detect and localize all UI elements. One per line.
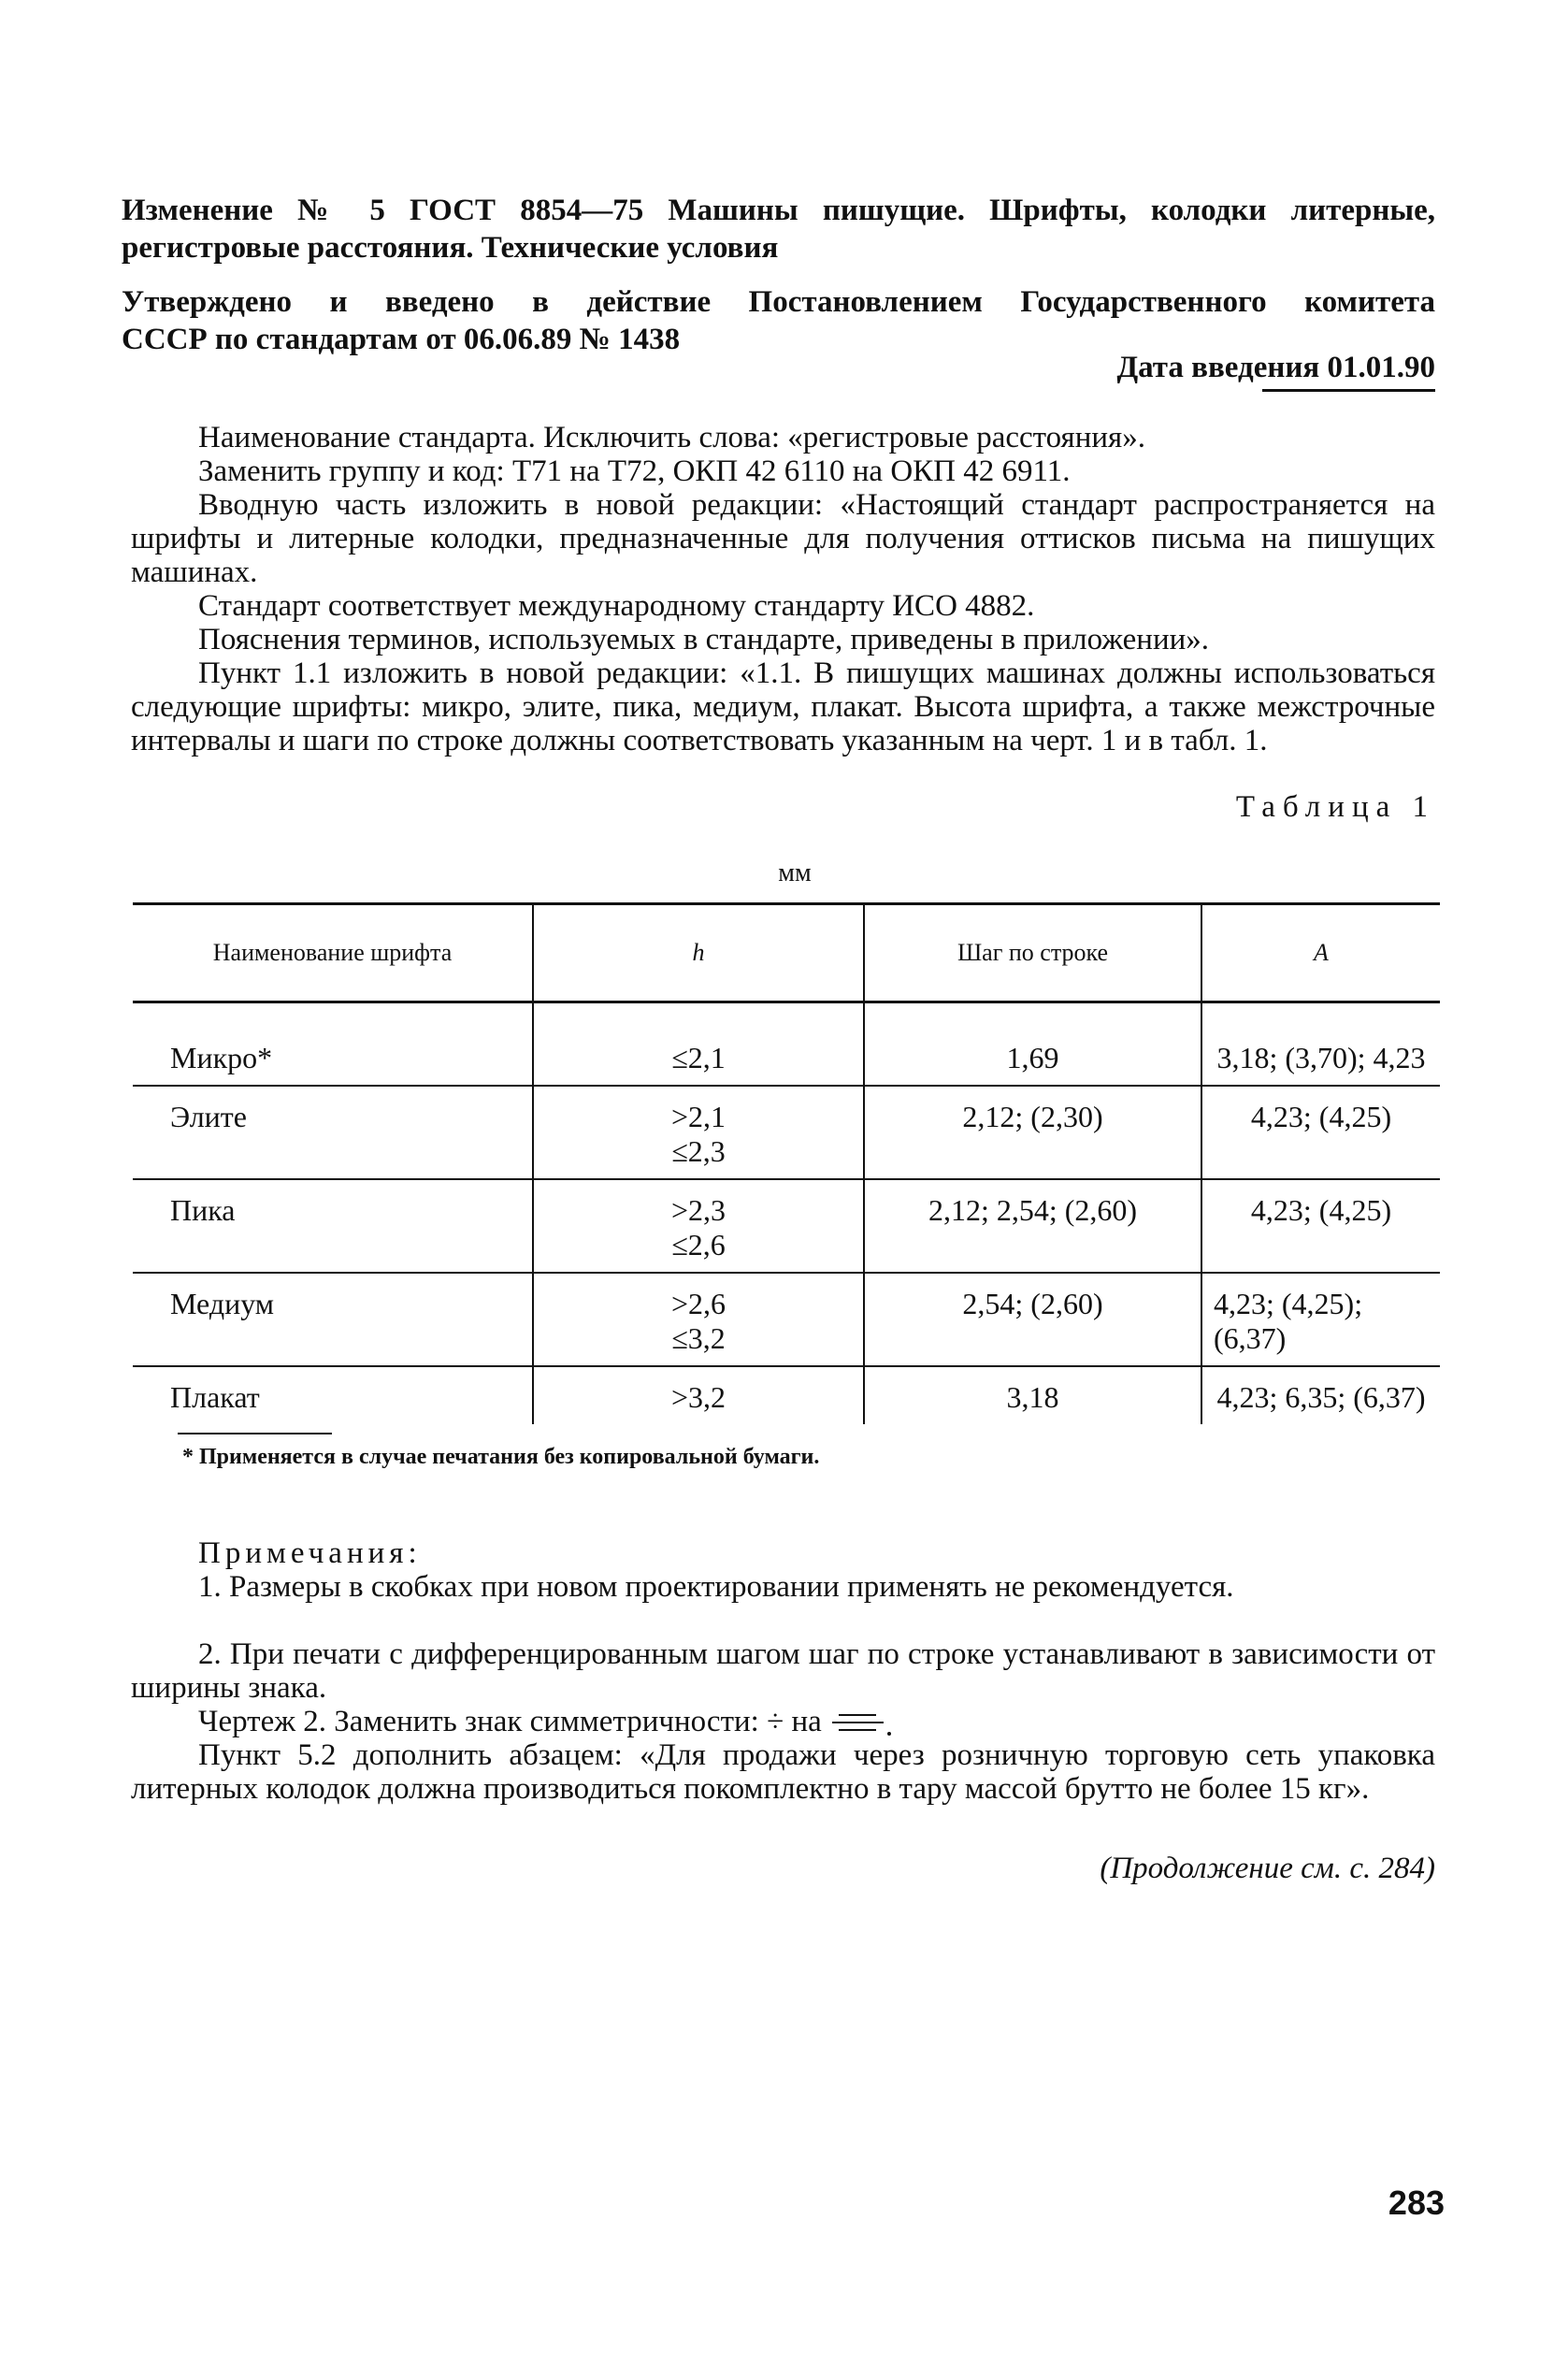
table-row — [133, 1179, 1440, 1273]
table-row — [133, 1366, 1440, 1424]
table-header-row — [133, 904, 1440, 1002]
cell-font-name: Пика — [133, 1179, 533, 1273]
cell-font-name: Элите — [133, 1086, 533, 1179]
symmetry-sign-icon — [829, 1709, 895, 1737]
table-row — [133, 1002, 1440, 1087]
change-title-line2: регистровые расстояния. Технические условия — [122, 231, 779, 265]
cell-font-name: Плакат — [170, 1380, 260, 1414]
paragraph-clause-1-1: Пункт 1.1 изложить в новой редакции: «1.1. В пишущих машинах должны использоваться следующие шрифты: микро, элите, пика, медиум, плакат. Высота шрифта, а также межстрочные интервалы и шаги по строке должны соответствовать указанным на черт. 1 и в табл. 1. — [131, 656, 1435, 757]
note-2: 2. При печати с дифференцированным шагом шаг по строке устанавливают в зависимости от ширины знака. — [131, 1637, 1435, 1705]
table-caption: Таблица 1 — [1235, 790, 1435, 824]
fonts-table — [133, 902, 1440, 1424]
note-1: 1. Размеры в скобках при новом проектировании применять не рекомендуется. — [198, 1570, 1234, 1604]
paragraph-terms: Пояснения терминов, используемых в стандарте, приведены в приложении». — [198, 623, 1210, 656]
cell-font-name: Медиум — [133, 1273, 533, 1366]
page-number: 283 — [1388, 2184, 1445, 2222]
cell-h: >2,6 ≤3,2 — [533, 1273, 864, 1366]
approval-line2: СССР по стандартам от 06.06.89 № 1438 — [122, 323, 681, 356]
paragraph-clause-5-2: Пункт 5.2 дополнить абзацем: «Для продажи через розничную торговую сеть упаковка литерных колодок должна производиться покомплектно в тару массой брутто не более 15 кг». — [131, 1738, 1435, 1806]
cell-font-name: Микро* — [133, 1002, 533, 1087]
continuation-note: (Продолжение см. с. 284) — [1100, 1852, 1435, 1885]
cell-a: 4,23; (4,25) — [1201, 1179, 1440, 1273]
date-underline — [1262, 389, 1435, 392]
header-a: A — [1201, 904, 1440, 1002]
cell-h: ≤2,1 — [533, 1002, 864, 1087]
header-step: Шаг по строке — [864, 904, 1201, 1002]
table-row — [133, 1086, 1440, 1179]
notes-title: Примечания: — [198, 1536, 422, 1570]
header-h: h — [533, 904, 864, 1002]
change-title-line1: Изменение № 5 ГОСТ 8854—75 Машины пишущие. Шрифты, колодки литерные, — [122, 194, 1435, 227]
paragraph-group-code: Заменить группу и код: Т71 на Т72, ОКП 42 6110 на ОКП 42 6911. — [198, 454, 1071, 488]
cell-a: 4,23; (4,25) — [1201, 1086, 1440, 1179]
footnote-rule — [178, 1433, 332, 1434]
approval-line1: Утверждено и введено в действие Постановлением Государственного комитета — [122, 285, 1435, 319]
table-row — [133, 1273, 1440, 1366]
paragraph-title-change: Наименование стандарта. Исключить слова: «регистровые расстояния». — [198, 421, 1145, 454]
cell-step: 2,54; (2,60) — [864, 1273, 1201, 1366]
cell-step: 3,18 — [864, 1366, 1201, 1424]
cell-step: 2,12; 2,54; (2,60) — [864, 1179, 1201, 1273]
introduction-date: Дата введения 01.01.90 — [1116, 351, 1435, 384]
cell-step: 1,69 — [864, 1002, 1201, 1087]
cell-h: >3,2 — [533, 1366, 864, 1424]
paragraph-iso: Стандарт соответствует международному стандарту ИСО 4882. — [198, 589, 1035, 623]
cell-a: 3,18; (3,70); 4,23 — [1201, 1002, 1440, 1087]
cell-h: >2,1 ≤2,3 — [533, 1086, 864, 1179]
header-font-name: Наименование шрифта — [133, 904, 533, 1002]
table-unit: мм — [778, 858, 812, 887]
cell-a: 4,23; (4,25); (6,37) — [1201, 1273, 1440, 1366]
cell-a: 4,23; 6,35; (6,37) — [1201, 1366, 1440, 1424]
table-footnote: * Применяется в случае печатания без копировальной бумаги. — [182, 1445, 820, 1469]
cell-h: >2,3 ≤2,6 — [533, 1179, 864, 1273]
paragraph-introduction: Вводную часть изложить в новой редакции: «Настоящий стандарт распространяется на шрифты и литерные колодки, предназначенные для получения оттисков письма на пишущих машинах. — [131, 488, 1435, 589]
cell-step: 2,12; (2,30) — [864, 1086, 1201, 1179]
drawing-change: Чертеж 2. Заменить знак симметричности: ÷ на — [131, 1705, 1435, 1738]
